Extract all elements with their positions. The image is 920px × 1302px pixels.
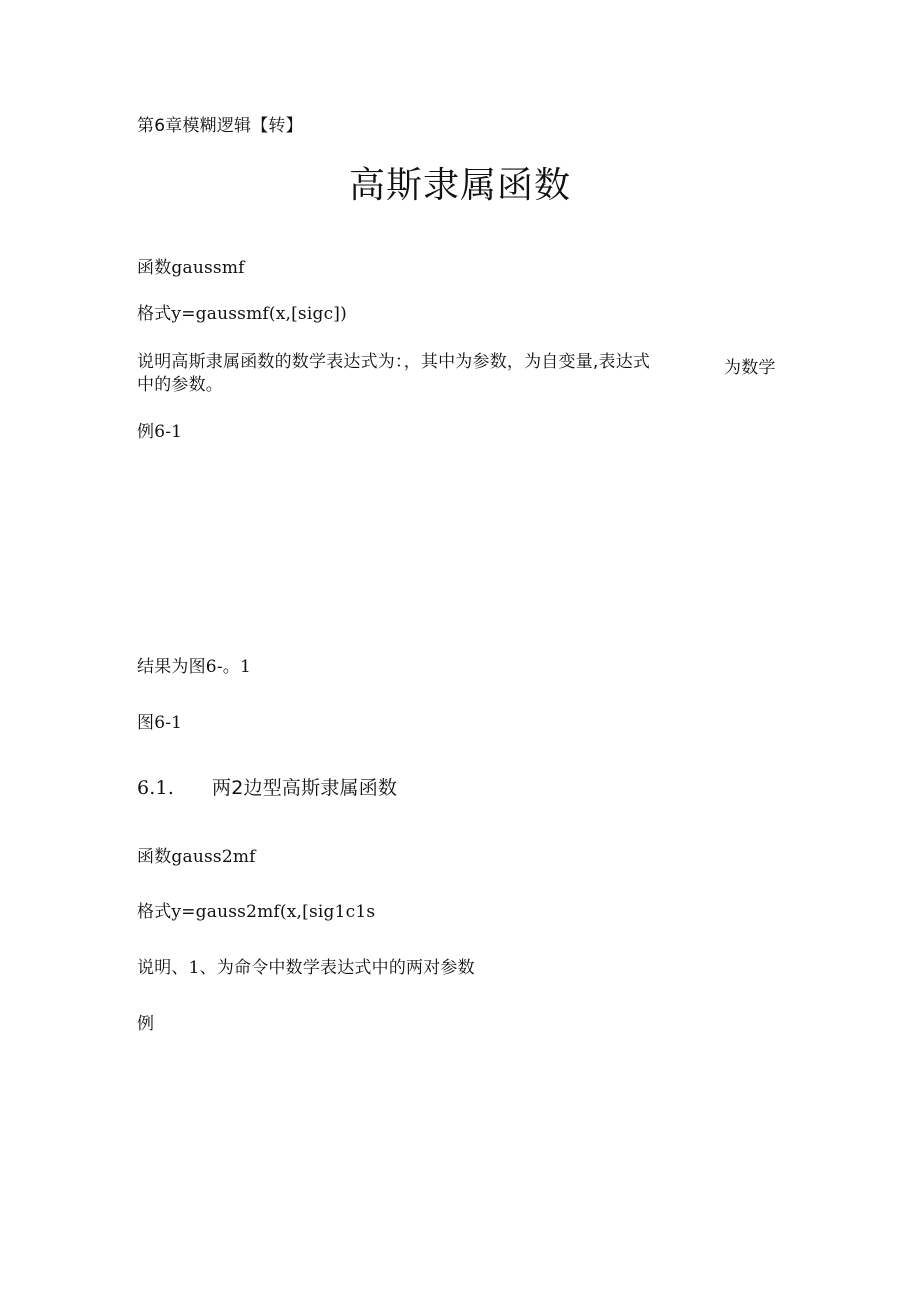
figure-label: 图6-1 xyxy=(137,713,183,733)
format-line-2: 格式y=gauss2mf(x,[sig1c1s xyxy=(137,902,376,922)
function-line-2: 函数gauss2mf xyxy=(137,847,256,867)
description-line-2: 中的参数。 xyxy=(137,375,223,395)
example-label: 例6-1 xyxy=(137,422,183,442)
example-label-2: 例 xyxy=(137,1014,155,1034)
section-number: 6.1. xyxy=(137,777,175,799)
section-heading: 两2边型高斯隶属函数 xyxy=(212,777,398,799)
description-line-1: 说明高斯隶属函数的数学表达式为：，其中为参数，为自变量,表达式 xyxy=(137,352,651,372)
function-line: 函数gaussmf xyxy=(137,258,245,278)
format-line: 格式y=gaussmf(x,[sigc]) xyxy=(137,304,347,324)
chapter-header: 第6章模糊逻辑【转】 xyxy=(137,116,303,136)
result-line: 结果为图6-。1 xyxy=(137,657,251,677)
page-title: 高斯隶属函数 xyxy=(348,165,571,206)
description-side-text: 为数学 xyxy=(724,358,776,378)
description-line-3: 说明、1、为命令中数学表达式中的两对参数 xyxy=(137,958,475,978)
